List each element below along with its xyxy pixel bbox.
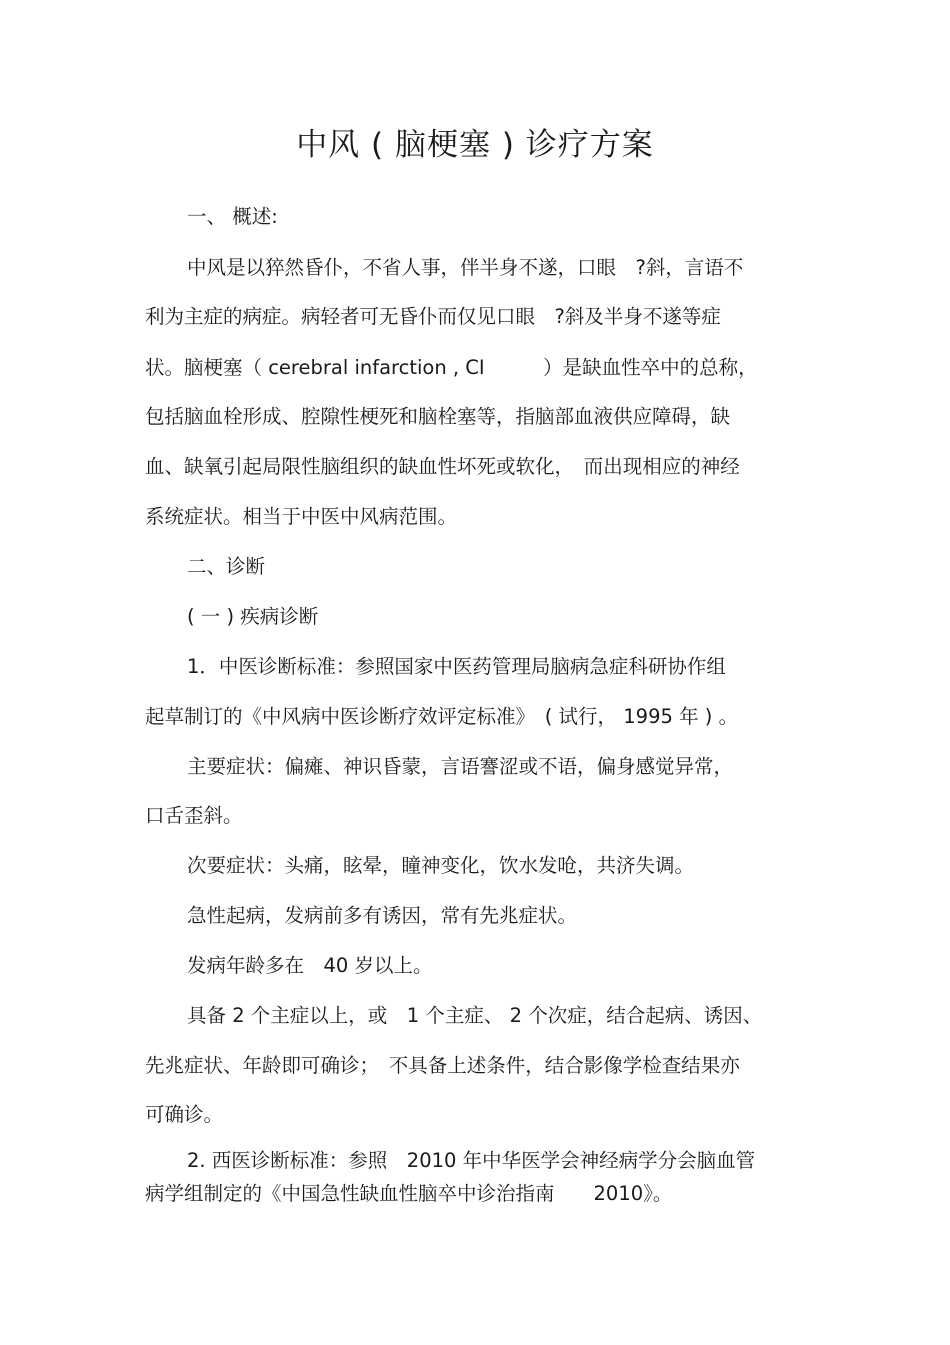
paragraph-line: 系统症状。相当于中医中风病范围。	[145, 505, 458, 528]
paragraph-line: 口舌歪斜。	[145, 804, 243, 827]
paragraph-line: 先兆症状、年龄即可确诊； 不具备上述条件，结合影像学检查结果亦	[145, 1054, 740, 1077]
subsection-heading: ( 一 ) 疾病诊断	[187, 605, 319, 628]
paragraph-line: 中风是以猝然昏仆，不省人事，伴半身不遂，口眼 ?斜，言语不	[187, 256, 744, 279]
paragraph-line: 包括脑血栓形成、腔隙性梗死和脑栓塞等，指脑部血液供应障碍，缺	[145, 405, 731, 428]
paragraph-line: 具备 2 个主症以上，或 1 个主症、 2 个次症，结合起病、诱因、	[187, 1004, 763, 1027]
paragraph-line: 起草制订的《中风病中医诊断疗效评定标准》 ( 试行， 1995 年 ) 。	[145, 705, 739, 728]
paragraph-line: 发病年龄多在 40 岁以上。	[187, 954, 433, 977]
paragraph-line: 1．中医诊断标准：参照国家中医药管理局脑病急症科研协作组	[187, 655, 726, 678]
paragraph-line: 2. 西医诊断标准：参照 2010 年中华医学会神经病学分会脑血管	[187, 1149, 756, 1172]
paragraph-line: 血、缺氧引起局限性脑组织的缺血性坏死或软化， 而出现相应的神经	[145, 455, 740, 478]
paragraph-line: 利为主症的病症。病轻者可无昏仆而仅见口眼 ?斜及半身不遂等症	[145, 305, 721, 328]
document-title: 中风 ( 脑梗塞 ) 诊疗方案	[296, 127, 654, 163]
paragraph-line: 主要症状：偏瘫、神识昏蒙，言语謇涩或不语，偏身感觉异常，	[187, 755, 734, 778]
section-heading-diagnosis: 二、诊断	[187, 555, 266, 578]
section-heading-overview: 一、 概述:	[187, 205, 278, 228]
paragraph-line: 病学组制定的《中国急性缺血性脑卒中诊治指南 2010》。	[145, 1182, 673, 1205]
paragraph-line: 次要症状：头痛，眩晕，瞳神变化，饮水发呛，共济失调。	[187, 854, 695, 877]
paragraph-line: 可确诊。	[145, 1103, 224, 1126]
paragraph-line: 急性起病，发病前多有诱因，常有先兆症状。	[187, 904, 578, 927]
paragraph-line: 状。脑梗塞（ cerebral infarction , CI ）是缺血性卒中的总称，	[145, 356, 758, 379]
